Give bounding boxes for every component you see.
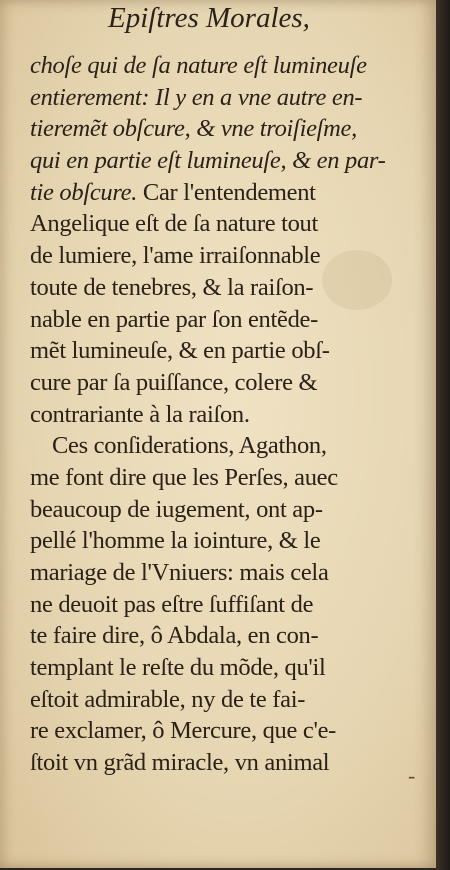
text-line: beaucoup de iugement, ont ap-	[30, 495, 323, 523]
paragraph-first-line: Ces conſiderations, Agathon,	[52, 432, 327, 460]
text-line: mẽt lumineuſe, & en partie obſ-	[30, 337, 330, 365]
text-line	[30, 177, 410, 209]
text-line: mariage de l'Vniuers: mais cela	[30, 559, 329, 586]
text-line: pellé l'homme la iointure, & le	[30, 527, 321, 555]
text-line: toute de tenebres, & la raiſon-	[30, 273, 314, 301]
text-line: templant le reſte du mõde, qu'il	[30, 654, 326, 682]
text-line: Angelique eſt de ſa nature tout	[30, 210, 319, 238]
text-line: choſe qui de ſa nature eſt lumineuſe	[30, 52, 367, 79]
text-line: qui en partie eſt lumineuſe, & en par-	[30, 147, 386, 175]
book-spine	[436, 0, 450, 870]
text-line: tieremẽt obſcure, & vne troiſieſme,	[30, 115, 357, 143]
text-line-roman-part: Car l'entendement	[137, 178, 316, 206]
text-line: cure par ſa puiſſance, colere &	[30, 368, 318, 396]
text-line: nable en partie par ſon entẽde-	[30, 305, 318, 333]
body-text	[30, 50, 410, 779]
margin-mark: -	[408, 763, 416, 788]
running-head: Epiſtres Morales,	[108, 2, 310, 34]
text-line: de lumiere, l'ame irraiſonnable	[30, 242, 321, 270]
text-line: te faire dire, ô Abdala, en con-	[30, 622, 319, 650]
text-line: eſtoit admirable, ny de te fai-	[30, 685, 306, 713]
text-line-italic-part: tie obſcure.	[30, 178, 138, 206]
text-line: me font dire que les Perſes, auec	[30, 463, 338, 491]
text-line: contrariante à la raiſon.	[30, 400, 250, 428]
text-line: ne deuoit pas eſtre ſuffiſant de	[30, 590, 314, 618]
text-line: re exclamer, ô Mercure, que c'e-	[30, 717, 337, 745]
text-line: ſtoit vn grãd miracle, vn animal	[30, 749, 330, 777]
text-line: entierement: Il y en a vne autre en-	[30, 83, 363, 111]
